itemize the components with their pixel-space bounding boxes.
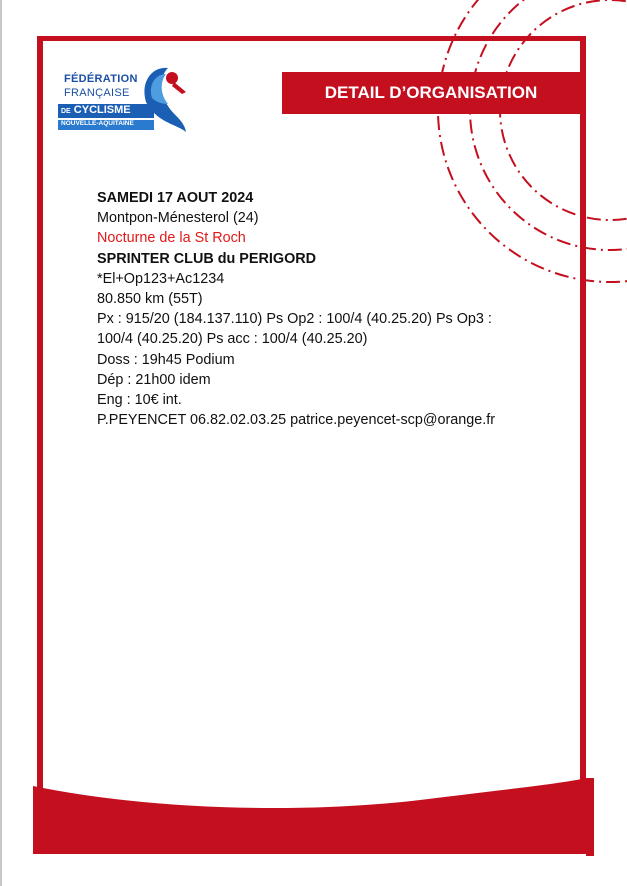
- logo-line2: FRANÇAISE: [64, 87, 130, 99]
- ffc-logo: [58, 62, 188, 138]
- logo-line1: FÉDÉRATION: [64, 73, 138, 85]
- event-contact: P.PEYENCET 06.82.02.03.25 patrice.peyencet-scp@orange.fr: [97, 412, 496, 429]
- event-categories: *El+Op123+Ac1234: [97, 270, 225, 287]
- page-edge: [0, 0, 2, 886]
- cyclist-swoosh-icon: [138, 62, 188, 138]
- event-location: Montpon-Ménesterol (24): [97, 210, 259, 227]
- event-distance: 80.850 km (55T): [97, 291, 203, 308]
- event-start: Dép : 21h00 idem: [97, 371, 211, 388]
- logo-line3: DE CYCLISME: [61, 104, 131, 116]
- event-prizes-line1: Px : 915/20 (184.137.110) Ps Op2 : 100/4 (40.25.20) Ps Op3 :: [97, 311, 492, 328]
- event-name: Nocturne de la St Roch: [97, 230, 246, 247]
- page-frame: [37, 36, 586, 847]
- event-date: SAMEDI 17 AOUT 2024: [97, 190, 254, 206]
- event-prizes-line2: 100/4 (40.25.20) Ps acc : 100/4 (40.25.20): [97, 331, 368, 348]
- event-bibs: Doss : 19h45 Podium: [97, 351, 235, 368]
- page-title: DETAIL D’ORGANISATION: [282, 72, 580, 114]
- event-entry-fee: Eng : 10€ int.: [97, 392, 182, 409]
- logo-line4: NOUVELLE-AQUITAINE: [61, 120, 134, 127]
- footer-wave: [0, 770, 627, 886]
- organizing-club: SPRINTER CLUB du PERIGORD: [97, 250, 317, 267]
- event-details: [97, 188, 495, 430]
